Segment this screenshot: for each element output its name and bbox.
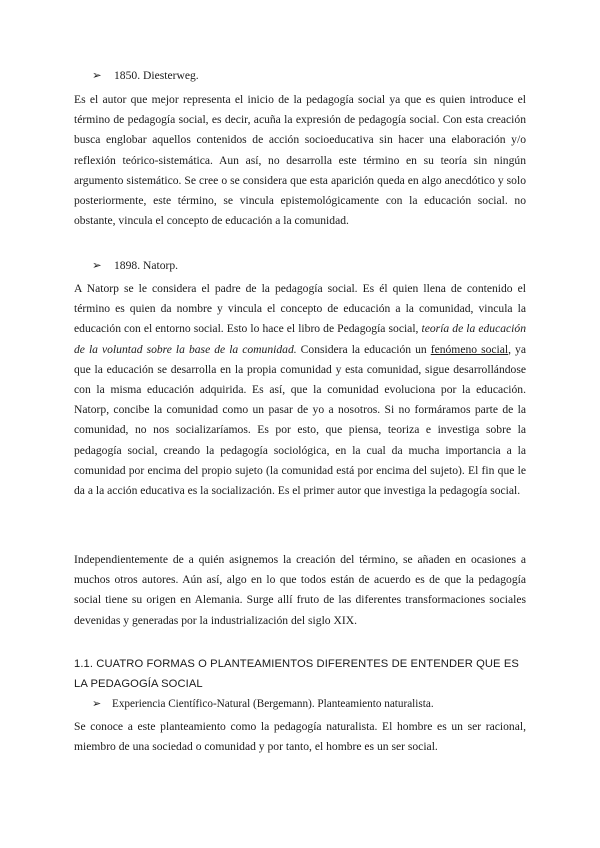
paragraph-text: A Natorp se le considera el padre de la pedagogía social. Es él quien llena de contenido el término es quien da nombre y vincula el concepto de educación a la comunidad, vincula la educación con el entorno social. Esto lo hace el libro de Pedagogía social, <box>74 282 526 336</box>
paragraph-diesterweg: Es el autor que mejor representa el inicio de la pedagogía social ya que es quien introduce el término de pedagogía social, es decir, acuña la expresión de pedagogía social. Con esta creación busca englobar aquellos contenidos de acción socioeducativa sin hacer una elaboración y/o reflexión teórico-sistemática. Aun así, no desarrolla este término en su teoría sin ningún argumento sistemático. Se cree o se considera que esta aparición queda en algo anecdótico y solo posteriormente, este término, se vincula epistemológicamente con la educación social. no obstante, vincula el concepto de educación a la comunidad. <box>74 93 526 228</box>
arrow-bullet-icon: ➢ <box>92 259 102 272</box>
section-heading: 1.1. CUATRO FORMAS O PLANTEAMIENTOS DIFERENTES DE ENTENDER QUE ES LA PEDAGOGÍA SOCIAL <box>74 658 519 691</box>
paragraph-naturalista: Se conoce a este planteamiento como la pedagogía naturalista. El hombre es un ser racional, miembro de una sociedad o comunidad y por tanto, el hombre es un ser social. <box>74 720 526 754</box>
paragraph-independent: Independientemente de a quién asignemos la creación del término, se añaden en ocasiones a muchos otros autores. Aún así, algo en lo que todos están de acuerdo es de que la pedagogía social tiene su origen en Alemania. Surge allí fruto de las diferentes transformaciones sociales devenidas y generadas por la industrialización del siglo XIX. <box>74 553 526 627</box>
bullet-natorp <box>92 256 178 276</box>
bullet-experiencia <box>92 694 434 714</box>
bullet-title: Experiencia Científico-Natural (Bergemann). Planteamiento naturalista. <box>112 698 434 710</box>
bullet-title: 1898. Natorp. <box>114 259 179 272</box>
paragraph-natorp <box>74 279 526 501</box>
bullet-title: 1850. Diesterweg. <box>114 69 199 82</box>
arrow-bullet-icon: ➢ <box>92 698 102 710</box>
arrow-bullet-icon: ➢ <box>92 69 102 82</box>
paragraph-text: Considera la educación un <box>296 342 431 356</box>
underlined-term: fenómeno social <box>430 342 509 356</box>
bullet-diesterweg <box>92 66 199 86</box>
paragraph-text: , ya que la educación se desarrolla en la propia comunidad y esta comunidad, sigue desarrollándose con la misma educación adquirida. Es así, que la comunidad evoluciona por la educación. Natorp, concibe la comunidad como un pasar de yo a nosotros. Si no formáramos parte de la comunidad, no nos socializaríamos. Es por esto, que piensa, teoriza e investiga sobre la pedagogía social, creando la pedagogía sociológica, en la cual da mucha importancia a la comunidad por encima del propio sujeto (la comunidad está por encima del sujeto). El fin que le da a la acción educativa es la socialización. Es el primer autor que investiga la pedagogía social. <box>74 342 526 498</box>
book-title: teoría de la educación de la voluntad sobre la base de la comunidad. <box>74 322 526 356</box>
